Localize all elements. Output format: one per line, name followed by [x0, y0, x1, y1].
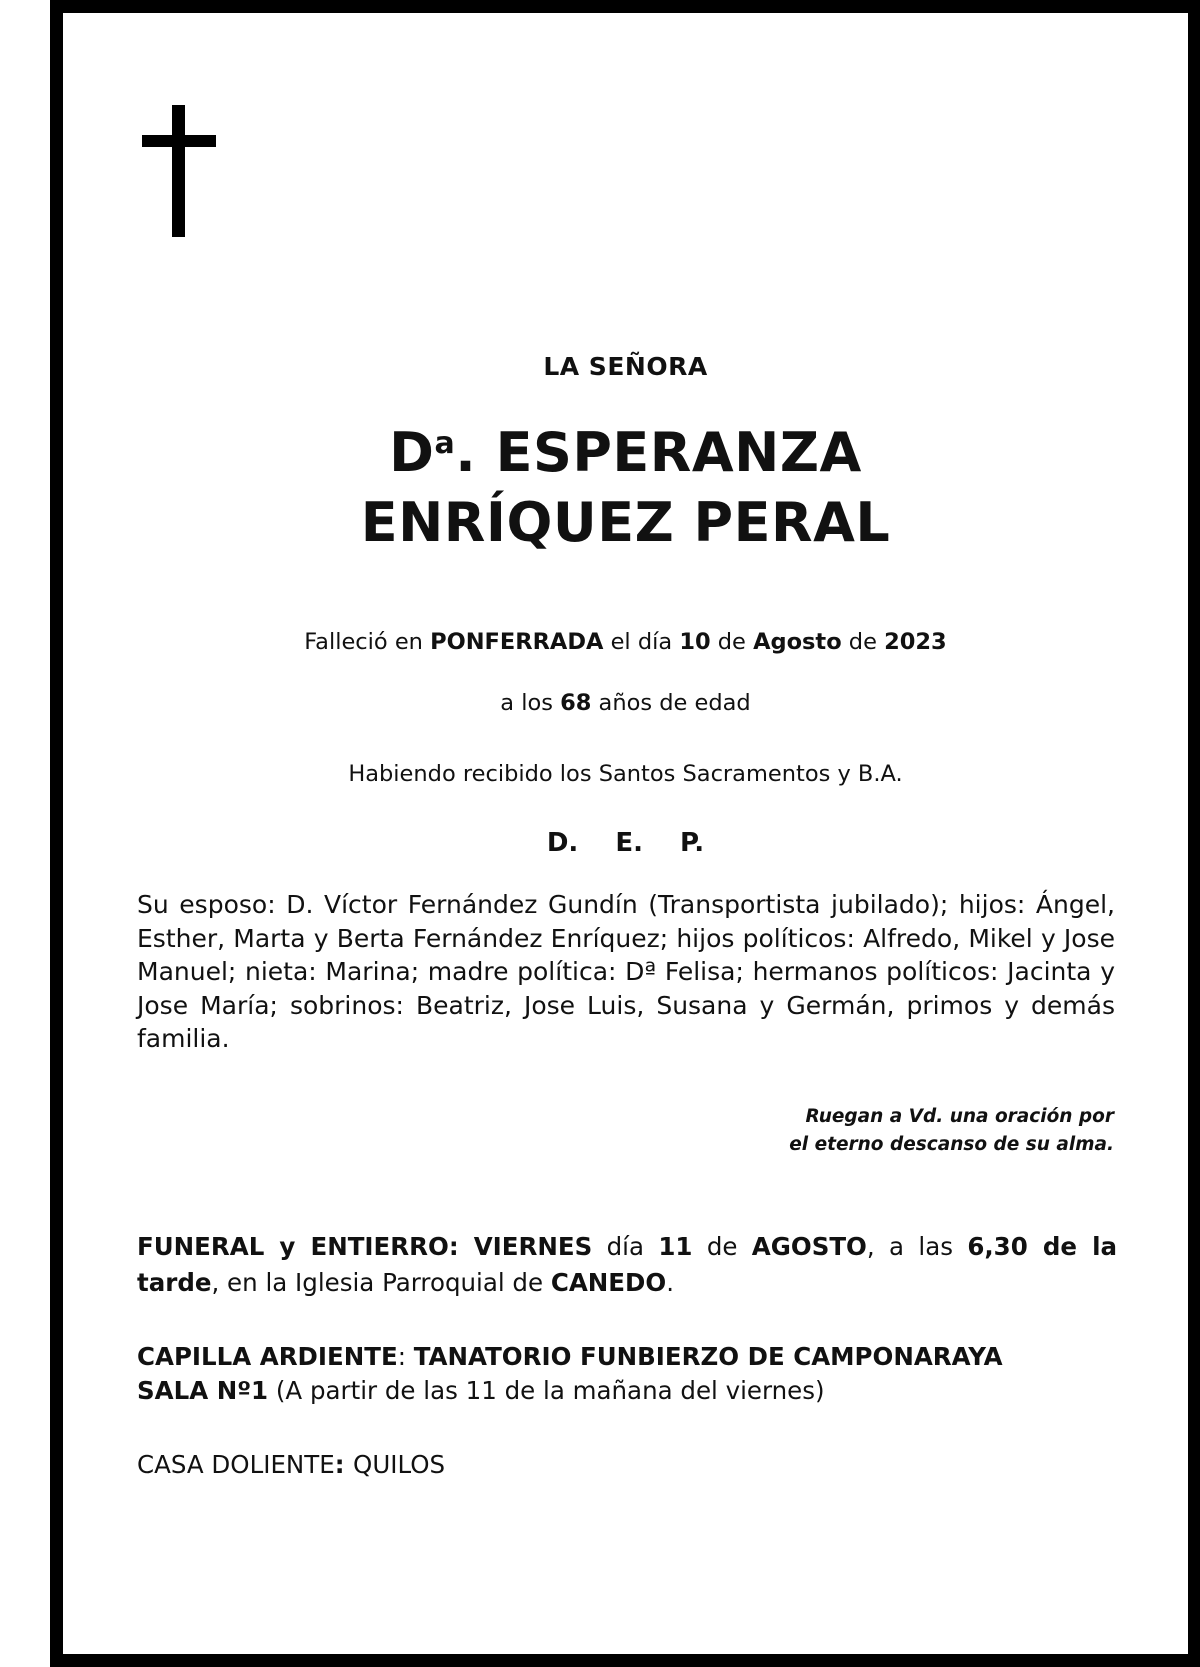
- age-suffix: años de edad: [591, 690, 751, 716]
- funeral-label: FUNERAL y ENTIERRO: VIERNES: [137, 1232, 593, 1261]
- sacraments-line: Habiendo recibido los Santos Sacramentos y B.A.: [348, 761, 903, 787]
- first-name: . ESPERANZA: [455, 421, 862, 484]
- death-month: Agosto: [753, 629, 842, 655]
- of-label: de: [841, 629, 885, 655]
- day-label: día: [592, 1232, 659, 1261]
- death-day: 10: [679, 629, 711, 655]
- prayer-line-2: el eterno descanso de su alma.: [789, 1134, 1114, 1155]
- prayer-line-1: Ruegan a Vd. una oración por: [805, 1106, 1114, 1127]
- death-place-date: [63, 627, 1188, 657]
- deceased-name-line-2: ENRÍQUEZ PERAL: [360, 491, 891, 554]
- name-prefix-superscript: a: [434, 426, 456, 461]
- death-place: PONFERRADA: [430, 629, 604, 655]
- chapel-note: (A partir de las 11 de la mañana del viernes): [268, 1376, 825, 1405]
- chapel-line-2: [137, 1374, 1117, 1408]
- of-label: de: [692, 1232, 752, 1261]
- age-prefix: a los: [500, 690, 561, 716]
- family-paragraph: Su esposo: D. Víctor Fernández Gundín (Transportista jubilado); hijos: Ángel, Esther, Marta y Berta Fernández Enríquez; hijos políticos: Alfredo, Mikel y Jose Manuel; nieta: Marina; madre política: Dª Felisa; hermanos políticos: Jacinta y Jose María; sobrinos: Beatriz, Jose Luis, Susana y Germán, primos y demás familia.: [137, 890, 1115, 1053]
- title-la-senora: LA SEÑORA: [543, 352, 708, 381]
- funeral-month: AGOSTO: [751, 1232, 867, 1261]
- funeral-location: CANEDO: [550, 1268, 667, 1297]
- funeral-details: [137, 1229, 1117, 1301]
- funeral-time: 6,30 de la tarde: [137, 1232, 1118, 1297]
- funeral-day: 11: [658, 1232, 693, 1261]
- house-place: QUILOS: [353, 1450, 446, 1479]
- prayer-request: [700, 1103, 1114, 1159]
- chapel-line-1: [137, 1340, 1117, 1374]
- name-prefix: D: [389, 421, 435, 484]
- died-in-label: Falleció en: [304, 629, 431, 655]
- chapel-details: [137, 1340, 1117, 1408]
- of-label: de: [710, 629, 754, 655]
- age-line: [63, 688, 1188, 718]
- time-prefix: , a las: [866, 1232, 968, 1261]
- on-day-label: el día: [603, 629, 680, 655]
- death-year: 2023: [884, 629, 947, 655]
- chapel-label: CAPILLA ARDIENTE: [137, 1342, 398, 1371]
- chapel-place: TANATORIO FUNBIERZO DE CAMPONARAYA: [413, 1342, 1003, 1371]
- mourning-house: [137, 1449, 445, 1481]
- house-label: CASA DOLIENTE: [137, 1450, 335, 1479]
- sentence-end: .: [666, 1268, 675, 1297]
- colon: :: [334, 1450, 354, 1479]
- location-prefix: , en la Iglesia Parroquial de: [211, 1268, 551, 1297]
- cross-icon: [142, 105, 216, 237]
- age-value: 68: [560, 690, 592, 716]
- chapel-room: SALA Nº1: [137, 1376, 269, 1405]
- colon: :: [397, 1342, 414, 1371]
- deceased-name-line-1: [63, 418, 1188, 488]
- cross-vertical-bar: [172, 105, 185, 237]
- cross-horizontal-bar: [142, 135, 216, 147]
- rip-dep: D. E. P.: [546, 828, 705, 858]
